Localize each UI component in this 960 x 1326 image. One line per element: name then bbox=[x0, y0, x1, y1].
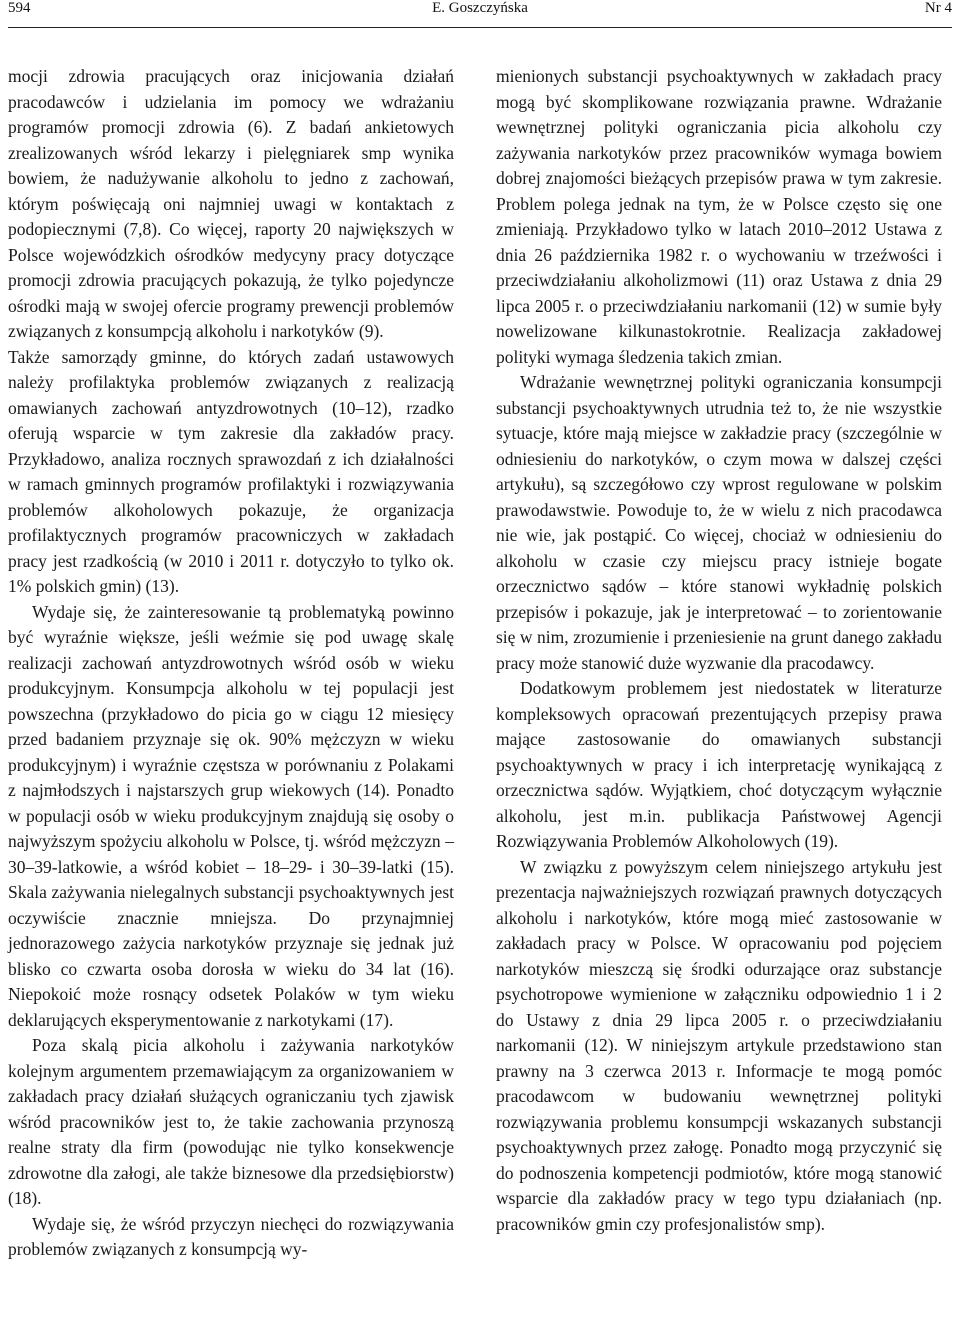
paragraph: Poza skalą picia alkoholu i zażywania narkotyków kolejnym argumentem przemawiającym za organizowaniem w zakładach pracy działań służących ograniczaniu tych zjawisk wśród pracowników jest to, że takie zachowania przynoszą realne straty dla firm (powodując nie tylko konsekwencje zdrowotne dla załogi, ale także biznesowe dla przedsiębiorstw) (18). bbox=[8, 1035, 454, 1208]
running-author: E. Goszczyńska bbox=[432, 0, 528, 16]
paragraph: Dodatkowym problemem jest niedostatek w literaturze kompleksowych opracowań prezentujących przepisy prawa mające zastosowanie do omawianych substancji psychoaktywnych w pracy i ich interpretację wynikającą z orzecznictwa sądów. Wyjątkiem, choć dotyczącym wyłącznie alkoholu, jest m.in. publikacja Państwowej Agencji Rozwiązywania Problemów Alkoholowych (19). bbox=[496, 678, 942, 851]
right-column bbox=[496, 64, 942, 1237]
left-column bbox=[8, 64, 454, 1263]
running-head bbox=[8, 0, 952, 22]
header-rule bbox=[8, 27, 952, 28]
paragraph: Wydaje się, że wśród przyczyn niechęci do rozwiązywania problemów związanych z konsumpcją wy- bbox=[8, 1213, 454, 1259]
paragraph: Także samorządy gminne, do których zadań ustawowych należy profilaktyka problemów związanych z realizacją omawianych zachowań antyzdrowotnych (10–12), rzadko oferują wsparcie w tym zakresie dla zakładów pracy. Przykładowo, analiza rocznych sprawozdań z ich działalności w ramach gminnych programów profilaktyki i rozwiązywania problemów alkoholowych pokazuje, że organizacja profilaktycznych programów pracowniczych w zakładach pracy jest rzadkością (w 2010 i 2011 r. dotyczyło to tylko ok. 1% polskich gmin) (13). bbox=[8, 346, 454, 596]
issue-number: Nr 4 bbox=[924, 0, 952, 16]
page-number: 594 bbox=[8, 0, 31, 16]
paragraph: Wdrażanie wewnętrznej polityki ograniczania konsumpcji substancji psychoaktywnych utrudnia też to, że nie wszystkie sytuacje, które mają miejsce w zakładzie pracy (szczególnie w odniesieniu do narkotyków, o czym mowa w dalszej części artykułu), są szczegółowo czy wprost regulowane w polskim prawodawstwie. Powoduje to, że w wielu z nich pracodawca nie wie, jak postąpić. Co więcej, chociaż w odniesieniu do alkoholu w czasie czy miejscu pracy istnieje bogate orzecznictwo sądów – które stanowi wykładnię polskich przepisów i pokazuje, jak je interpretować – to zorientowanie się w nim, zrozumienie i przeniesienie na grunt danego zakładu pracy może stanowić duże wyzwanie dla pracodawcy. bbox=[496, 372, 942, 673]
paragraph: mienionych substancji psychoaktywnych w zakładach pracy mogą być skomplikowane rozwiązania prawne. Wdrażanie wewnętrznej polityki ograniczania picia alkoholu czy zażywania narkotyków przez pracowników wymaga bowiem dobrej znajomości bieżących przepisów prawa w tym zakresie. Problem polega jednak na tym, że w Polsce często się one zmieniają. Przykładowo tylko w latach 2010–2012 Ustawa z dnia 26 października 1982 r. o wychowaniu w trzeźwości i przeciwdziałaniu alkoholizmowi (11) oraz Ustawa z dnia 29 lipca 2005 r. o przeciwdziałaniu narkomanii (12) w sumie były nowelizowane kilkunastokrotnie. Realizacja zakładowej polityki wymaga śledzenia takich zmian. bbox=[496, 66, 942, 367]
paragraph: Wydaje się, że zainteresowanie tą problematyką powinno być wyraźnie większe, jeśli weźmie się pod uwagę skalę realizacji zachowań antyzdrowotnych wśród osób w wieku produkcyjnym. Konsumpcja alkoholu w tej populacji jest powszechna (przykładowo do picia go w ciągu 12 miesięcy przed badaniem przyznaje się ok. 90% mężczyzn w wieku produkcyjnym) i wyraźnie częstsza w porównaniu z Polakami z najmłodszych i najstarszych grup wiekowych (14). Ponadto w populacji osób w wieku produkcyjnym znajdują się osoby o najwyższym spożyciu alkoholu w Polsce, tj. wśród mężczyzn – 30–39-latkowie, a wśród kobiet – 18–29- i 30–39-latki (15). Skala zażywania nielegalnych substancji psychoaktywnych jest oczywiście znacznie mniejsza. Do przynajmniej jednorazowego zażycia narkotyków przyznaje się jednak już blisko co czwarta osoba dorosła w wieku do 34 lat (16). Niepokoić może rosnący odsetek Polaków w tym wieku deklarujących eksperymentowanie z narkotykami (17). bbox=[8, 601, 454, 1030]
paragraph: W związku z powyższym celem niniejszego artykułu jest prezentacja najważniejszych rozwiązań prawnych dotyczących alkoholu i narkotyków, które mogą mieć zastosowanie w zakładach pracy w Polsce. W opracowaniu pod pojęciem narkotyków mieszczą się środki odurzające oraz substancje psychotropowe wymienione w załączniku odpowiednio 1 i 2 do Ustawy z dnia 29 lipca 2005 r. o przeciwdziałaniu narkomanii (12). W niniejszym artykule przedstawiono stan prawny na 3 czerwca 2013 r. Informacje te mogą pomóc pracodawcom w budowaniu wewnętrznej polityki rozwiązywania problemu konsumpcji wskazanych substancji psychoaktywnych przez załogę. Ponadto mogą przyczynić się do podnoszenia kompetencji podmiotów, które mogą stanowić wsparcie dla zakładów pracy w tego typu działaniach (np. pracowników gmin czy profesjonalistów smp). bbox=[496, 856, 942, 1234]
paragraph: mocji zdrowia pracujących oraz inicjowania działań pracodawców i udzielania im pomocy we wdrażaniu programów promocji zdrowia (6). Z badań ankietowych zrealizowanych wśród lekarzy i pielęgniarek smp wynika bowiem, że nadużywanie alkoholu to jedno z zachowań, którym poświęcają oni najmniej uwagi w kontaktach z podopiecznymi (7,8). Co więcej, raporty 20 największych w Polsce wojewódzkich ośrodków medycyny pracy dotyczące promocji zdrowia pracujących pokazują, że tylko pojedyncze ośrodki mają w swojej ofercie programy prewencji problemów związanych z konsumpcją alkoholu i narkotyków (9). bbox=[8, 66, 454, 341]
